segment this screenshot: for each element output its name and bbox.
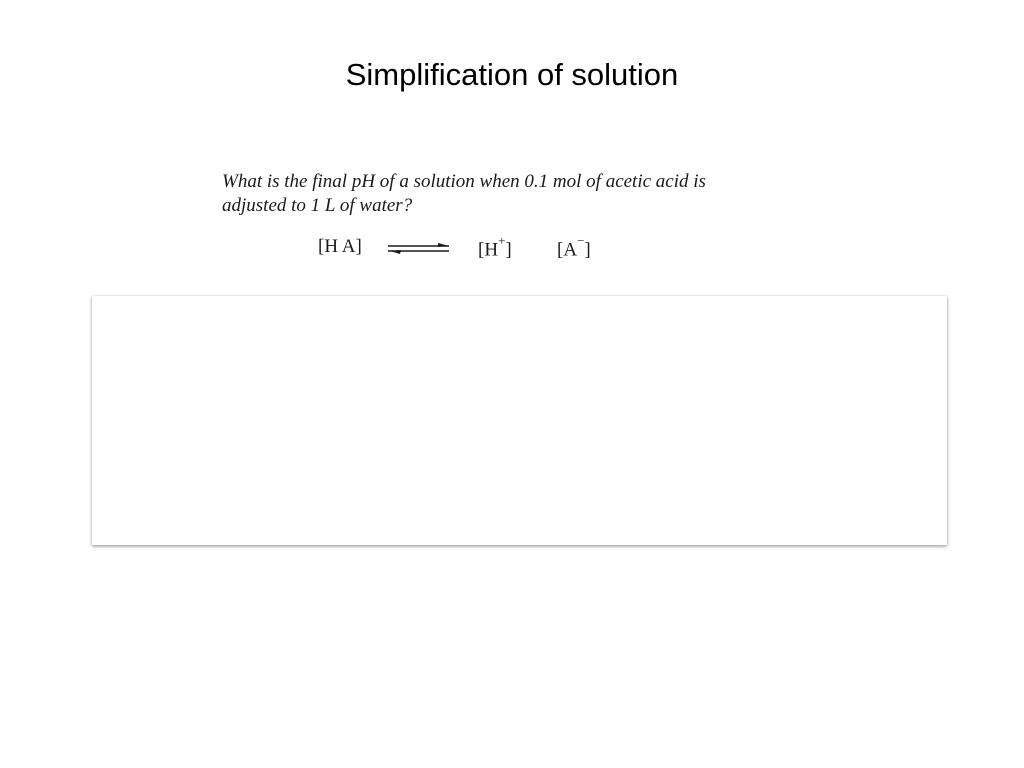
equilibrium-arrow-icon — [386, 238, 452, 260]
equilibrium-equation — [0, 232, 1024, 268]
product-h-charge: + — [498, 233, 506, 248]
product-h-base: [H — [478, 239, 499, 261]
product-a-close: ] — [584, 239, 591, 261]
question-text — [222, 170, 802, 218]
question-line-1: What is the final pH of a solution when 0.1 mol of acetic acid is — [222, 171, 706, 192]
product-h-close: ] — [505, 239, 512, 261]
product-a-charge: − — [577, 233, 585, 248]
content-panel — [92, 296, 947, 545]
product-h-plus — [478, 233, 512, 261]
question-line-2: adjusted to 1 L of water? — [222, 195, 413, 216]
reactant-ha: [H A] — [318, 236, 362, 257]
product-a-minus — [557, 233, 591, 261]
slide-title: Simplification of solution — [345, 57, 679, 92]
product-a-base: [A — [557, 239, 578, 261]
